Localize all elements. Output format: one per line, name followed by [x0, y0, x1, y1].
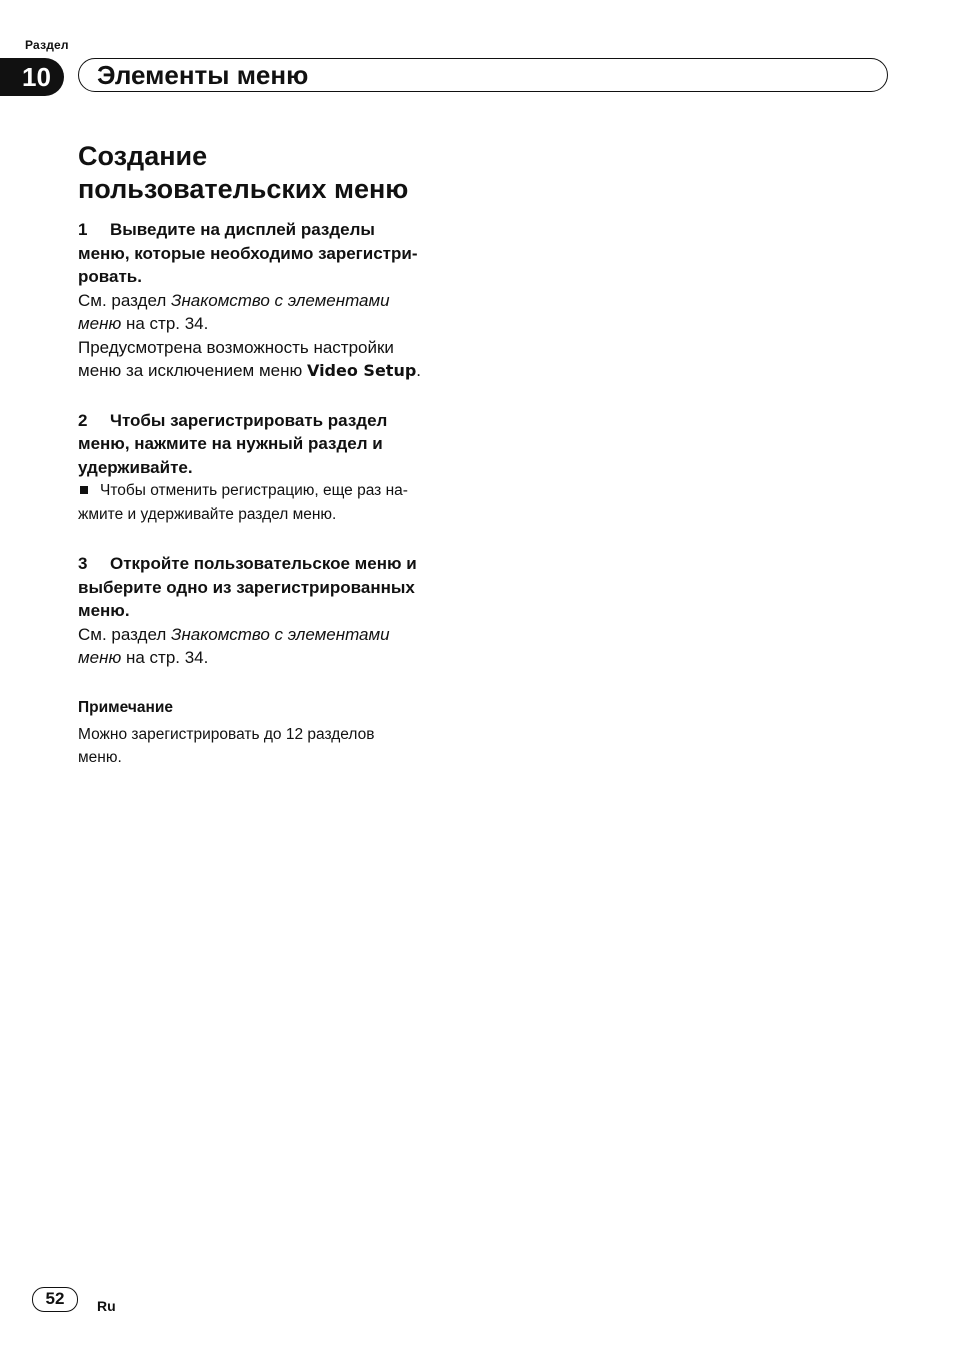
note-line-2: меню.	[78, 749, 122, 766]
step-2-title	[78, 409, 463, 480]
step-3-title-line-3: меню.	[78, 601, 130, 620]
step-1-text-line-1: Предусмотрена возможность настройки	[78, 337, 394, 357]
step-1-text-line-2-prefix: меню за исключением меню	[78, 361, 307, 380]
section-label: Раздел	[25, 38, 69, 52]
step-3-reference	[78, 623, 463, 670]
step-2-bullet	[78, 479, 463, 526]
heading-line-2: пользовательских меню	[78, 174, 409, 204]
step-3-title	[78, 552, 463, 623]
step-1-title-line-1: Выведите на дисплей разделы	[110, 220, 375, 239]
main-content	[78, 140, 463, 770]
chapter-number-badge: 10	[0, 58, 64, 96]
step-3-number: 3	[78, 554, 88, 573]
note	[78, 696, 463, 770]
step-1-ref-suffix: на стр. 34.	[121, 314, 209, 333]
step-3	[78, 552, 463, 670]
step-1-reference	[78, 289, 463, 336]
chapter-title-box	[78, 58, 888, 92]
heading-line-1: Создание	[78, 141, 208, 171]
step-1-ref-link-1[interactable]: Знакомство с элементами	[171, 290, 390, 310]
note-title: Примечание	[78, 698, 173, 716]
step-1-text-line-2-suffix: .	[416, 361, 422, 380]
step-3-ref-prefix: См. раздел	[78, 624, 172, 644]
step-1-title-line-2: меню, которые необходимо зарегистри-	[78, 243, 418, 263]
step-1	[78, 218, 463, 383]
step-2-number: 2	[78, 410, 88, 430]
step-2	[78, 409, 463, 527]
language-code: Ru	[97, 1298, 116, 1314]
page-number: 52	[32, 1287, 78, 1312]
step-3-title-line-1: Откройте пользовательское меню и	[110, 554, 417, 573]
note-line-1: Можно зарегистрировать до 12 разделов	[78, 725, 375, 743]
step-1-ref-prefix: См. раздел	[78, 290, 172, 310]
chapter-title: Элементы меню	[97, 60, 309, 90]
page-heading	[78, 140, 463, 206]
step-2-bullet-line-1: Чтобы отменить регистрацию, еще раз на-	[100, 482, 408, 499]
step-2-title-line-1: Чтобы зарегистрировать раздел	[110, 410, 388, 430]
step-1-ref-link-2[interactable]: меню	[78, 314, 122, 333]
step-3-ref-link-2[interactable]: меню	[78, 648, 122, 667]
step-1-title-line-3: ровать.	[78, 267, 142, 286]
note-text	[78, 723, 463, 770]
step-3-ref-link-1[interactable]: Знакомство с элементами	[171, 624, 390, 644]
step-3-title-line-2: выберите одно из зарегистрированных	[78, 577, 415, 597]
bullet-square-icon	[80, 486, 88, 494]
step-1-description	[78, 336, 463, 383]
step-1-title	[78, 218, 463, 289]
step-2-bullet-line-2: жмите и удерживайте раздел меню.	[78, 505, 337, 523]
step-1-number: 1	[78, 220, 88, 239]
step-2-title-line-2: меню, нажмите на нужный раздел и	[78, 434, 383, 453]
step-2-title-line-3: удерживайте.	[78, 457, 193, 477]
step-3-ref-suffix: на стр. 34.	[121, 648, 209, 667]
video-setup-label: Video Setup	[306, 361, 417, 380]
